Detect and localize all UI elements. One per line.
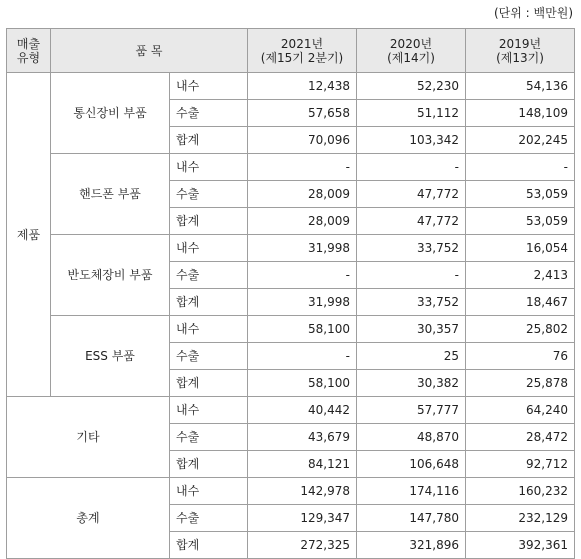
row-label-cell: 합계: [170, 532, 248, 559]
value-cell: 57,658: [248, 100, 357, 127]
value-cell: 147,780: [357, 505, 466, 532]
row-label-cell: 내수: [170, 73, 248, 100]
value-cell: 2,413: [466, 262, 575, 289]
item-name-cell: 반도체장비 부품: [51, 235, 170, 316]
value-cell: 25: [357, 343, 466, 370]
value-cell: -: [248, 343, 357, 370]
value-cell: 160,232: [466, 478, 575, 505]
value-cell: -: [248, 262, 357, 289]
table-row: [7, 235, 575, 262]
value-cell: 28,472: [466, 424, 575, 451]
value-cell: 76: [466, 343, 575, 370]
header-year-2021: [248, 29, 357, 73]
sales-type-cell: 총계: [7, 478, 170, 559]
unit-note: (단위 : 백만원): [494, 6, 573, 20]
row-label-cell: 합계: [170, 451, 248, 478]
value-cell: 30,357: [357, 316, 466, 343]
table-row: [7, 397, 575, 424]
value-cell: 272,325: [248, 532, 357, 559]
value-cell: 53,059: [466, 181, 575, 208]
value-cell: 92,712: [466, 451, 575, 478]
value-cell: 28,009: [248, 208, 357, 235]
value-cell: 148,109: [466, 100, 575, 127]
row-label-cell: 내수: [170, 316, 248, 343]
value-cell: 43,679: [248, 424, 357, 451]
value-cell: 321,896: [357, 532, 466, 559]
value-cell: 47,772: [357, 181, 466, 208]
row-label-cell: 수출: [170, 181, 248, 208]
header-year-2020: [357, 29, 466, 73]
value-cell: 31,998: [248, 235, 357, 262]
value-cell: 52,230: [357, 73, 466, 100]
item-name-cell: ESS 부품: [51, 316, 170, 397]
value-cell: 202,245: [466, 127, 575, 154]
sales-type-cell: 기타: [7, 397, 170, 478]
row-label-cell: 합계: [170, 127, 248, 154]
table-row: [7, 73, 575, 100]
value-cell: 106,648: [357, 451, 466, 478]
item-name-cell: 통신장비 부품: [51, 73, 170, 154]
sales-table: [6, 28, 575, 559]
value-cell: 70,096: [248, 127, 357, 154]
value-cell: 103,342: [357, 127, 466, 154]
value-cell: 51,112: [357, 100, 466, 127]
row-label-cell: 합계: [170, 208, 248, 235]
row-label-cell: 내수: [170, 397, 248, 424]
value-cell: 142,978: [248, 478, 357, 505]
value-cell: -: [248, 154, 357, 181]
sales-type-cell: 제품: [7, 73, 51, 397]
value-cell: 48,870: [357, 424, 466, 451]
value-cell: 232,129: [466, 505, 575, 532]
value-cell: 47,772: [357, 208, 466, 235]
row-label-cell: 내수: [170, 154, 248, 181]
header-sales-type-line1: 매출: [16, 36, 41, 51]
row-label-cell: 내수: [170, 478, 248, 505]
value-cell: 57,777: [357, 397, 466, 424]
header-period-label: (제14기): [387, 50, 435, 65]
value-cell: 58,100: [248, 370, 357, 397]
header-period-label: (제13기): [496, 50, 544, 65]
value-cell: 392,361: [466, 532, 575, 559]
value-cell: -: [357, 154, 466, 181]
value-cell: -: [357, 262, 466, 289]
row-label-cell: 수출: [170, 505, 248, 532]
item-name-cell: 핸드폰 부품: [51, 154, 170, 235]
value-cell: 25,802: [466, 316, 575, 343]
row-label-cell: 합계: [170, 370, 248, 397]
value-cell: 84,121: [248, 451, 357, 478]
value-cell: 40,442: [248, 397, 357, 424]
header-year-label: 2020년: [389, 36, 433, 51]
value-cell: 33,752: [357, 235, 466, 262]
row-label-cell: 수출: [170, 343, 248, 370]
value-cell: 12,438: [248, 73, 357, 100]
row-label-cell: 수출: [170, 262, 248, 289]
row-label-cell: 합계: [170, 289, 248, 316]
row-label-cell: 수출: [170, 100, 248, 127]
value-cell: 25,878: [466, 370, 575, 397]
value-cell: 54,136: [466, 73, 575, 100]
table-row: [7, 316, 575, 343]
value-cell: 28,009: [248, 181, 357, 208]
header-sales-type-line2: 유형: [16, 50, 41, 65]
value-cell: -: [466, 154, 575, 181]
header-year-label: 2021년: [280, 36, 324, 51]
value-cell: 33,752: [357, 289, 466, 316]
header-item: 품 목: [51, 29, 248, 73]
row-label-cell: 내수: [170, 235, 248, 262]
value-cell: 58,100: [248, 316, 357, 343]
value-cell: 31,998: [248, 289, 357, 316]
table-body: [7, 73, 575, 559]
header-year-2019: [466, 29, 575, 73]
header-row: [7, 29, 575, 73]
value-cell: 30,382: [357, 370, 466, 397]
value-cell: 129,347: [248, 505, 357, 532]
table-row: [7, 154, 575, 181]
value-cell: 174,116: [357, 478, 466, 505]
value-cell: 16,054: [466, 235, 575, 262]
header-year-label: 2019년: [498, 36, 542, 51]
header-sales-type: [7, 29, 51, 73]
row-label-cell: 수출: [170, 424, 248, 451]
value-cell: 64,240: [466, 397, 575, 424]
header-period-label: (제15기 2분기): [260, 50, 344, 65]
value-cell: 53,059: [466, 208, 575, 235]
value-cell: 18,467: [466, 289, 575, 316]
table-row: [7, 478, 575, 505]
